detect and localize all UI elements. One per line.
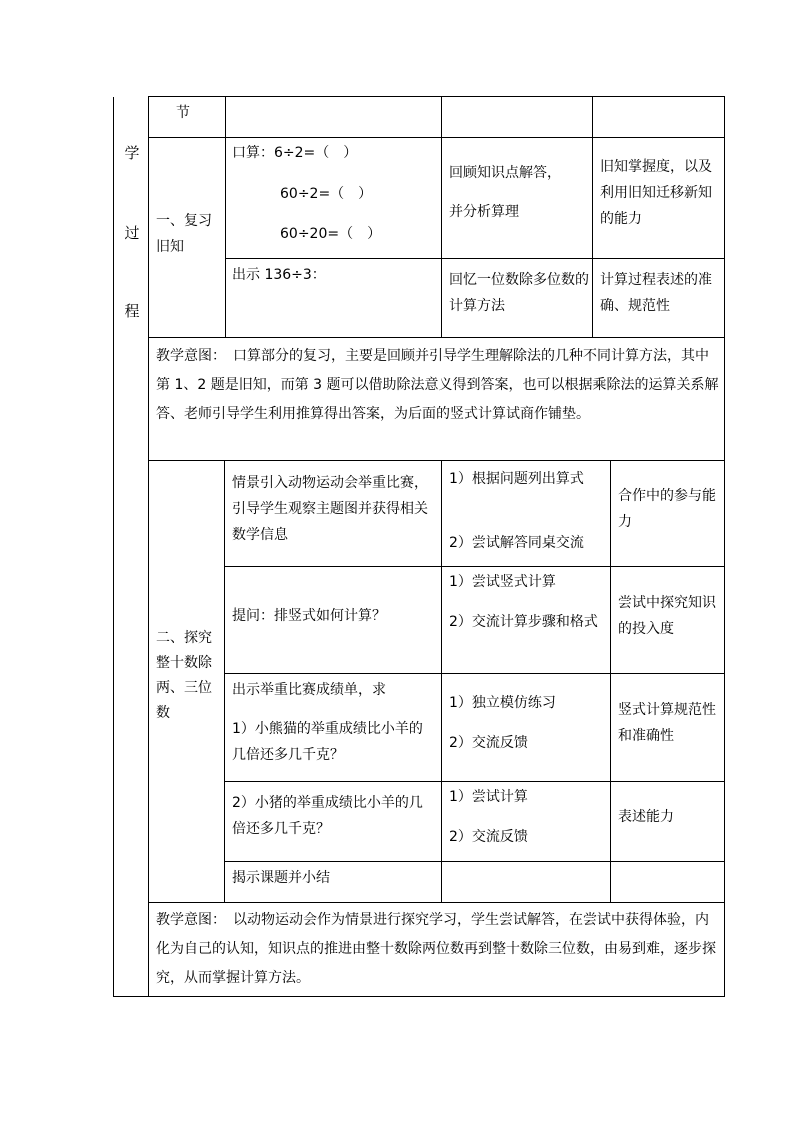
teaching-intent-1: 教学意图： 口算部分的复习，主要是回顾并引导学生理解除法的几种不同计算方法，其中第 1、2 题是旧知，而第 3 题可以借助除法意义得到答案，也可以根据乘除法的运算关系解答、老师引导学生利用推算得出答案，为后面的竖式计算试商作铺垫。: [156, 348, 719, 422]
side-label-char: 程: [124, 302, 140, 320]
explore-goal: 尝试中探究知识的投入度: [618, 595, 716, 637]
explore-student-activity: 1）尝试竖式计算: [449, 574, 556, 590]
show-problem: 出示 136÷3：: [232, 267, 326, 283]
oral-calc-3: 60÷20=（ ）: [280, 226, 382, 242]
explore-student-activity: 2）交流计算步骤和格式: [449, 614, 598, 630]
side-label-char: 学: [124, 144, 140, 162]
explore-teacher-activity: 揭示课题并小结: [232, 870, 330, 886]
oral-student-activity: 回顾知识点解答，: [449, 165, 561, 181]
explore-student-activity: 2）交流反馈: [449, 829, 528, 845]
stage-review: 一、复习旧知: [156, 213, 212, 255]
explore-goal: 竖式计算规范性和准确性: [618, 702, 716, 744]
oral-student-activity: 并分析算理: [449, 204, 519, 220]
explore-teacher-activity: 提问：排竖式如何计算？: [232, 608, 386, 624]
explore-student-activity: 1）尝试计算: [449, 789, 528, 805]
show-student-activity: 回忆一位数除多位数的计算方法: [449, 272, 589, 314]
explore-teacher-activity: 情景引入动物运动会举重比赛，引导学生观察主题图并获得相关数学信息: [232, 475, 428, 543]
oral-calc-2: 60÷2=（ ）: [280, 186, 373, 202]
show-goal: 计算过程表述的准确、规范性: [600, 272, 712, 314]
explore-teacher-activity: 1）小熊猫的举重成绩比小羊的几倍还多几千克？: [232, 721, 423, 763]
explore-goal: 表述能力: [618, 809, 674, 825]
explore-student-activity: 1）独立模仿练习: [449, 695, 556, 711]
header-first-cell: 节: [176, 105, 190, 121]
oral-goal: 旧知掌握度，以及利用旧知迁移新知的能力: [600, 159, 712, 227]
stage-explore: 二、探究整十数除两、三位数: [156, 630, 212, 721]
oral-calc-1: 口算：6÷2=（ ）: [232, 145, 358, 161]
explore-student-activity: 2）尝试解答同桌交流: [449, 535, 584, 551]
explore-student-activity: 1）根据问题列出算式: [449, 471, 584, 487]
explore-teacher-activity: 出示举重比赛成绩单，求: [232, 682, 386, 698]
side-label-char: 过: [124, 224, 140, 242]
explore-student-activity: 2）交流反馈: [449, 735, 528, 751]
explore-teacher-activity: 2）小猪的举重成绩比小羊的几倍还多几千克？: [232, 795, 423, 837]
teaching-intent-2: 教学意图： 以动物运动会作为情景进行探究学习，学生尝试解答，在尝试中获得体验，内化为自己的认知，知识点的推进由整十数除两位数再到整十数除三位数，由易到难，逐步探究，从而掌握计算方法。: [156, 912, 716, 986]
explore-goal: 合作中的参与能力: [618, 488, 716, 530]
